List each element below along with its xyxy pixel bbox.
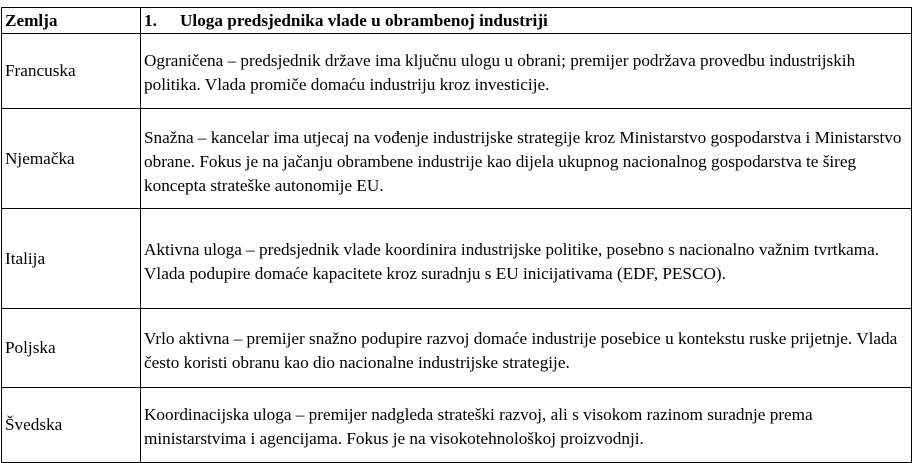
header-topic	[141, 8, 912, 34]
country-cell: Švedska	[2, 388, 141, 463]
table-header-row	[2, 8, 912, 34]
description-cell: Vrlo aktivna – premijer snažno podupire razvoj domaće industrije posebice u kontekstu ruske prijetnje. Vlada često koristi obranu kao dio nacionalne industrijske strategije.	[141, 309, 912, 388]
table-row	[2, 209, 912, 309]
table-row	[2, 34, 912, 109]
description-cell: Aktivna uloga – predsjednik vlade koordinira industrijske politike, posebno s nacionalno važnim tvrtkama. Vlada podupire domaće kapacitete kroz suradnju s EU inicijativama (EDF, PESCO).	[141, 209, 912, 309]
header-topic-title: Uloga predsjednika vlade u obrambenoj industriji	[180, 10, 548, 30]
header-country: Zemlja	[2, 8, 141, 34]
country-cell: Francuska	[2, 34, 141, 109]
country-cell: Poljska	[2, 309, 141, 388]
description-cell: Koordinacijska uloga – premijer nadgleda strateški razvoj, ali s visokom razinom suradnje prema ministarstvima i agencijama. Fokus je na visokotehnološkoj proizvodnji.	[141, 388, 912, 463]
description-cell: Snažna – kancelar ima utjecaj na vođenje industrijske strategije kroz Ministarstvo gospodarstva i Ministarstvo obrane. Fokus je na jačanju obrambene industrije kao dijela ukupnog nacionalnog gospodarstva te šireg koncepta strateške autonomije EU.	[141, 109, 912, 209]
table-row	[2, 388, 912, 463]
country-cell: Italija	[2, 209, 141, 309]
table-row	[2, 109, 912, 209]
table-row	[2, 309, 912, 388]
country-cell: Njemačka	[2, 109, 141, 209]
header-topic-number: 1.	[144, 10, 157, 30]
comparison-table	[1, 7, 912, 463]
description-cell: Ograničena – predsjednik države ima ključnu ulogu u obrani; premijer podržava provedbu industrijskih politika. Vlada promiče domaću industriju kroz investicije.	[141, 34, 912, 109]
